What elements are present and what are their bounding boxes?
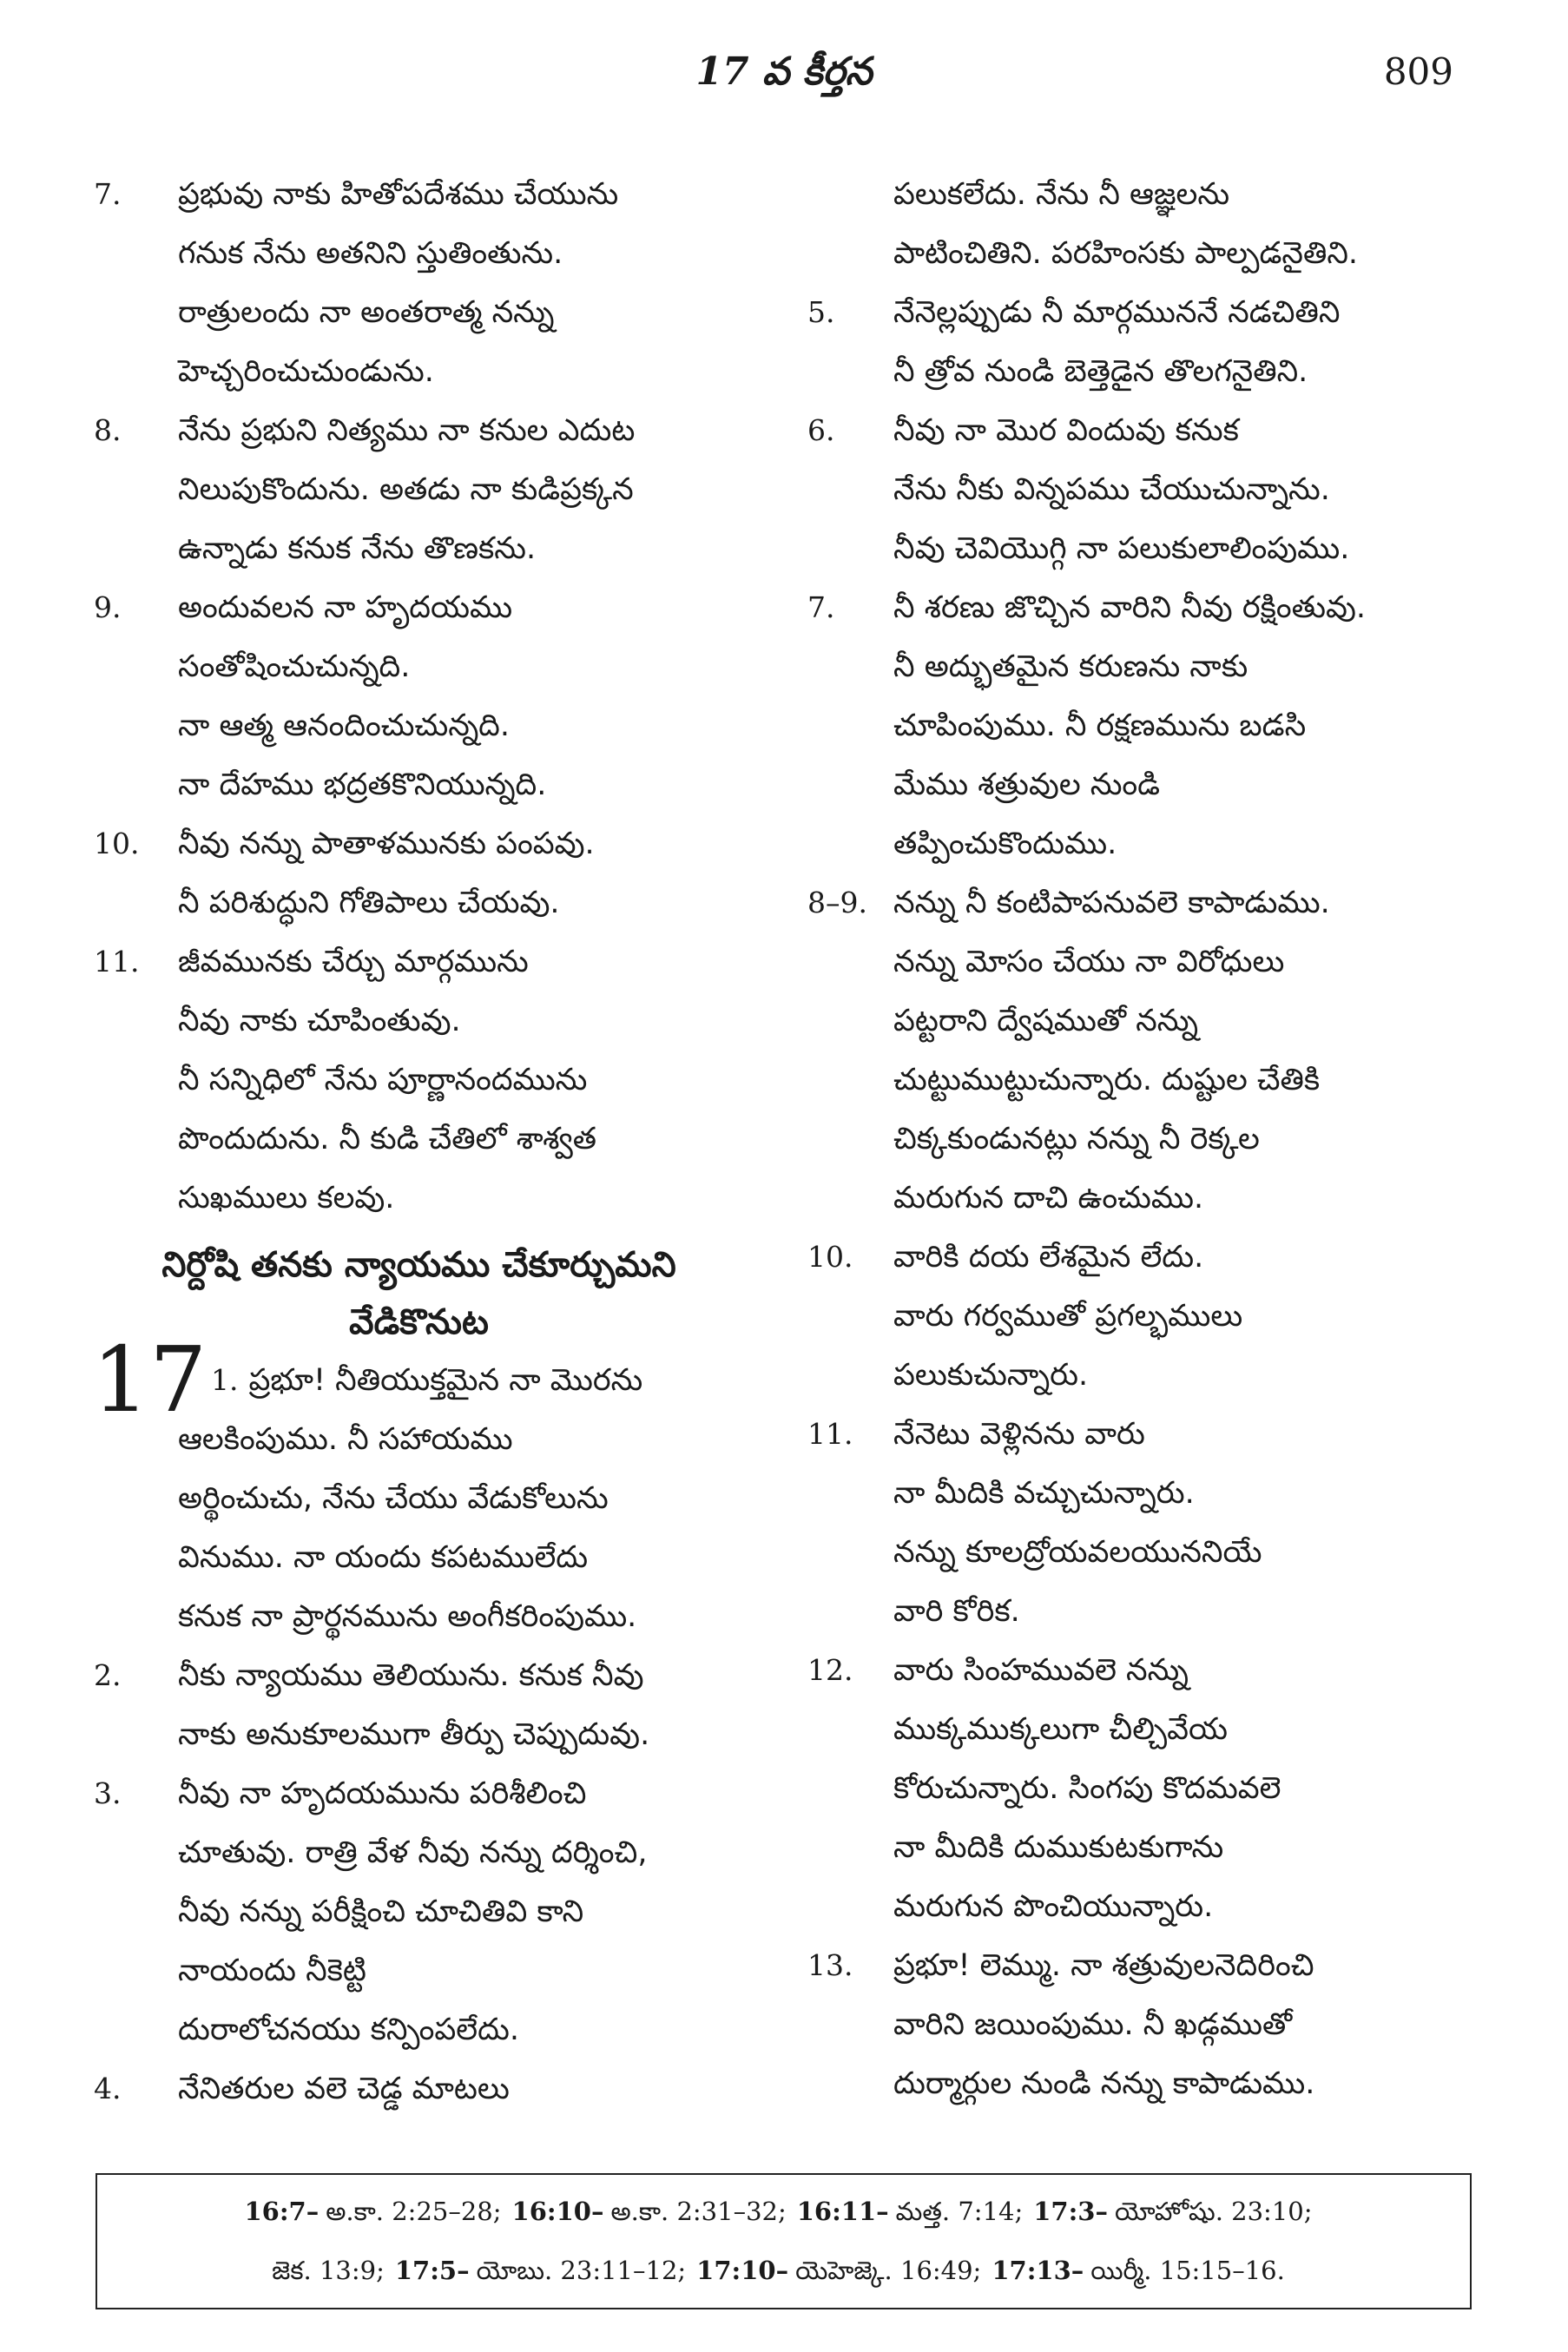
verse-text: ప్రభువు నాకు హితోపదేశము చేయును [178, 177, 619, 212]
verse-text: నిలుపుకొందును. అతడు నా కుడిప్రక్కన [178, 472, 634, 507]
verse-line [803, 814, 1472, 873]
running-head [0, 45, 1568, 99]
verse-line [803, 1700, 1472, 1759]
verse-text: ప్రభూ! నీతియుక్తమైన నా మొరను [248, 1363, 643, 1398]
verse-line [803, 992, 1472, 1051]
verse-line [87, 755, 751, 814]
verse-text: రాత్రులందు నా అంతరాత్మ నన్ను [178, 295, 555, 330]
verse [803, 165, 1472, 283]
verse [803, 578, 1472, 873]
verse-number: 6. [807, 413, 835, 447]
verse-line [87, 992, 751, 1051]
reference-key: 16:11– [796, 2197, 889, 2226]
verse [87, 1646, 751, 1764]
page-number: 809 [1383, 50, 1453, 93]
reference-target: అ.కా. 2:31–32; [610, 2197, 787, 2226]
verse-text: చూతువు. రాత్రి వేళ నీవు నన్ను దర్శించి, [178, 1835, 648, 1870]
verse-line [803, 696, 1472, 755]
verse-line [803, 224, 1472, 283]
verse-text: నన్ను మోసం చేయు నా విరోధులు [893, 945, 1285, 979]
verse-text: చూపింపుము. నీ రక్షణమును బడసి [893, 708, 1307, 743]
verse-line [87, 1882, 751, 1941]
verse [803, 873, 1472, 1228]
verse-line [803, 1169, 1472, 1228]
verse-text: జీవమునకు చేర్చు మార్గమును [178, 945, 529, 979]
verse-number: 7. [807, 590, 835, 624]
verse [87, 578, 751, 814]
verse [803, 1641, 1472, 1936]
verse-text: నీ పరిశుద్ధుని గోతిపాలు చేయవు. [178, 886, 560, 920]
verse-number: 5. [807, 295, 835, 329]
verse-line [87, 1410, 751, 1469]
reference-target: జెక. 13:9; [272, 2256, 385, 2285]
verse-text: వారి కోరిక. [893, 1594, 1020, 1629]
reference-target: మత్త. 7:14; [895, 2197, 1024, 2226]
verse-text: వారికి దయ లేశమైన లేదు. [893, 1240, 1204, 1275]
verse [803, 1405, 1472, 1641]
verse-text: కోరుచున్నారు. సింగపు కొదమవలె [893, 1771, 1281, 1806]
verse-text: చుట్టుముట్టుచున్నారు. దుష్టుల చేతికి [893, 1063, 1321, 1097]
verse-text: అర్థించుచు, నేను చేయు వేడుకోలును [178, 1481, 609, 1516]
verse-text: నీ శరణు జొచ్చిన వారిని నీవు రక్షింతువు. [893, 590, 1367, 625]
verse-text: నేనెటు వెళ్లినను వారు [893, 1417, 1145, 1452]
verse-text: నీవు నా హృదయమును పరిశీలించి [178, 1776, 587, 1811]
running-title: 17 వ కీర్తన [695, 49, 873, 94]
reference-key: 16:10– [511, 2197, 604, 2226]
verse-text: నాకు అనుకూలముగా తీర్పు చెప్పుదువు. [178, 1717, 650, 1752]
verse-line [87, 578, 751, 637]
verse-number: 11. [807, 1417, 853, 1451]
verse-number: 4. [94, 2072, 122, 2105]
verse-line [803, 460, 1472, 519]
verse-line [803, 1523, 1472, 1582]
verse-line [803, 1110, 1472, 1169]
verse [87, 401, 751, 578]
verse [803, 401, 1472, 578]
verse-line [87, 873, 751, 932]
reference-target: యోహోషు. 23:10; [1115, 2197, 1313, 2226]
left-column [87, 165, 751, 2153]
verse-line [803, 342, 1472, 401]
verse-line [87, 1764, 751, 1823]
verse [803, 283, 1472, 401]
verse-number: 2. [94, 1658, 122, 1692]
verse-text: ఉన్నాడు కనుక నేను తొణకను. [178, 531, 537, 566]
verse-line [803, 1228, 1472, 1287]
verse-line [87, 283, 751, 342]
verse-line [803, 401, 1472, 460]
verse [803, 1228, 1472, 1405]
reference-key: 16:7– [244, 2197, 320, 2226]
verse-number: 8. [94, 413, 122, 447]
verse-line [87, 224, 751, 283]
verse-line [803, 1405, 1472, 1464]
verse-line [803, 519, 1472, 578]
verse [87, 1764, 751, 2059]
verse-line [803, 283, 1472, 342]
verse-text: నీ అద్భుతమైన కరుణను నాకు [893, 649, 1248, 684]
verse-line [87, 2059, 751, 2118]
verse-line [87, 519, 751, 578]
verse-line [87, 1110, 751, 1169]
verse [87, 814, 751, 932]
verse-line [87, 1169, 751, 1228]
verse-text: నేనితరుల వలె చెడ్డ మాటలు [178, 2072, 510, 2106]
verse [87, 2059, 751, 2118]
verse-line [803, 165, 1472, 224]
cross-reference-line [97, 2182, 1470, 2241]
verse-number: 10. [94, 827, 140, 860]
verse-line [87, 1469, 751, 1528]
verse-line [803, 932, 1472, 992]
verse-text: నా దేహము భద్రతకొనియున్నది. [178, 768, 547, 802]
verse-line [87, 1587, 751, 1646]
verse-text: దుర్మార్గుల నుండి నన్ను కాపాడుము. [893, 2066, 1315, 2101]
cross-references [96, 2173, 1472, 2309]
verse-text: నీవు నాకు చూపింతువు. [178, 1004, 461, 1038]
verse-line [87, 696, 751, 755]
verse-text: నేను నీకు విన్నపము చేయుచున్నాను. [893, 472, 1330, 507]
verse-text: ప్రభూ! లెమ్ము. నా శత్రువులనెదిరించి [893, 1948, 1314, 1983]
verse-text: పాటించితిని. పరహింసకు పాల్పడనైతిని. [893, 236, 1359, 271]
verse-number: 1. [211, 1363, 239, 1397]
verse-line [87, 1705, 751, 1764]
psalm-16-verses [87, 165, 751, 1228]
verse-text: నీకు న్యాయము తెలియును. కనుక నీవు [178, 1658, 644, 1693]
reference-target: యెహెజ్కె. 16:49; [795, 2256, 982, 2285]
verse-text: నాయందు నీకెట్టి [178, 1953, 366, 1988]
verse-line [87, 1941, 751, 2000]
verse-number: 10. [807, 1240, 853, 1274]
verse-text: నన్ను కూలద్రోయవలయుననియే [893, 1535, 1262, 1570]
verse-line [803, 1051, 1472, 1110]
reference-key: 17:10– [696, 2256, 789, 2285]
right-column [803, 165, 1472, 2153]
verse-line [87, 1051, 751, 1110]
verse-line [803, 1818, 1472, 1877]
verse-line [87, 1646, 751, 1705]
verse-line [803, 578, 1472, 637]
cross-reference-line [97, 2241, 1470, 2300]
chapter-number-dropcap: 17 [92, 1327, 208, 1433]
section-heading-line: నిర్దోషి తనకు న్యాయము చేకూర్చుమని [161, 1245, 676, 1285]
verse [87, 932, 751, 1228]
verse-text: నేను ప్రభుని నిత్యము నా కనుల ఎదుట [178, 413, 636, 448]
verse-number: 9. [94, 590, 122, 624]
verse-text: సుఖములు కలవు. [178, 1181, 395, 1216]
verse [87, 165, 751, 401]
verse-number: 13. [807, 1948, 853, 1982]
verse-line [87, 342, 751, 401]
reference-key: 17:5– [394, 2256, 470, 2285]
verse-text: నీవు నన్ను పాతాళమునకు పంపవు. [178, 827, 595, 861]
verse-line [87, 637, 751, 696]
verse-text: గనుక నేను అతనిని స్తుతింతును. [178, 236, 563, 271]
verse-text: పొందుదును. నీ కుడి చేతిలో శాశ్వత [178, 1122, 596, 1156]
psalm-17-verses-continued [803, 165, 1472, 2113]
reference-target: యోబు. 23:11–12; [476, 2256, 687, 2285]
verse-line [87, 1823, 751, 1882]
reference-target: యిర్మీ. 15:15–16. [1090, 2256, 1285, 2285]
verse-text: సంతోషించుచున్నది. [178, 649, 411, 684]
verse-line [803, 1936, 1472, 1995]
verse-text: దురాలోచనయు కన్పింపలేదు. [178, 2013, 520, 2047]
verse-text: నా మీదికి వచ్చుచున్నారు. [893, 1476, 1195, 1511]
verse-text: మరుగున పొంచియున్నారు. [893, 1889, 1214, 1924]
verse-line [87, 460, 751, 519]
verse-text: వారు గర్వముతో ప్రగల్భములు [893, 1299, 1243, 1334]
verse-line [87, 1327, 751, 1433]
verse-text: నీ త్రోవ నుండి బెత్తెడైన తొలగనైతిని. [893, 354, 1308, 389]
verse [87, 1327, 751, 1646]
verse-text: వినుము. నా యందు కపటములేదు [178, 1540, 589, 1575]
verse-line [803, 1287, 1472, 1346]
verse-line [803, 1759, 1472, 1818]
verse-line [803, 1995, 1472, 2054]
verse-line [803, 637, 1472, 696]
verse-line [803, 1582, 1472, 1641]
verse-line [803, 755, 1472, 814]
verse-text: తప్పించుకొందుము. [893, 827, 1117, 861]
verse-number: 8–9. [807, 886, 867, 919]
reference-target: అ.కా. 2:25–28; [326, 2197, 502, 2226]
verse-number: 11. [94, 945, 140, 978]
verse-text: ముక్కముక్కలుగా చీల్చివేయ [893, 1712, 1228, 1747]
verse-line [803, 873, 1472, 932]
verse-text: హెచ్చరించుచుండును. [178, 354, 434, 389]
verse-text: నన్ను నీ కంటిపాపనువలె కాపాడుము. [893, 886, 1330, 920]
verse-line [87, 165, 751, 224]
verse-text: కనుక నా ప్రార్థనమును అంగీకరింపుము. [178, 1599, 637, 1634]
verse-line [803, 1346, 1472, 1405]
verse-text: వారిని జయింపుము. నీ ఖడ్గముతో [893, 2007, 1293, 2042]
verse-number: 7. [94, 177, 122, 211]
section-heading-line: వేడికొనుట [349, 1302, 489, 1342]
verse-line [803, 1641, 1472, 1700]
verse-text: నా ఆత్మ ఆనందించుచున్నది. [178, 708, 511, 743]
verse-text: పట్టరాని ద్వేషముతో నన్ను [893, 1004, 1199, 1038]
verse [803, 1936, 1472, 2113]
verse-line [87, 932, 751, 992]
verse-text: పలుకుచున్నారు. [893, 1358, 1089, 1393]
verse-line [87, 2000, 751, 2059]
verse-text: పలుకలేదు. నేను నీ ఆజ్ఞలను [893, 177, 1230, 212]
verse-number: 3. [94, 1776, 122, 1810]
verse-text: నా మీదికి దుముకుటకుగాను [893, 1830, 1224, 1865]
reference-key: 17:13– [992, 2256, 1084, 2285]
verse-text: నేనెల్లప్పుడు నీ మార్గముననే నడచితిని [893, 295, 1341, 330]
verse-text: నీవు చెవియొగ్గి నా పలుకులాలింపుము. [893, 531, 1350, 566]
verse-text: నీవు నన్ను పరీక్షించి చూచితివి కాని [178, 1894, 584, 1929]
reference-key: 17:3– [1033, 2197, 1108, 2226]
verse-text: మేము శత్రువుల నుండి [893, 768, 1161, 802]
verse-text: అందువలన నా హృదయము [178, 590, 513, 625]
verse-number: 12. [807, 1653, 853, 1687]
verse-text: చిక్కకుండునట్లు నన్ను నీ రెక్కల [893, 1122, 1260, 1156]
verse-line [87, 401, 751, 460]
verse-line [803, 2054, 1472, 2113]
verse-text: వారు సింహమువలె నన్ను [893, 1653, 1189, 1688]
verse-line [803, 1877, 1472, 1936]
verse-text: నీవు నా మొర విందువు కనుక [893, 413, 1239, 448]
psalm-17-verses [87, 1327, 751, 2118]
verse-text: మరుగున దాచి ఉంచుము. [893, 1181, 1204, 1216]
verse-text: ఆలకింపుము. నీ సహాయము [178, 1422, 513, 1457]
verse-line [87, 1528, 751, 1587]
verse-text: నీ సన్నిధిలో నేను పూర్ణానందమును [178, 1063, 588, 1097]
verse-line [87, 814, 751, 873]
verse-line [803, 1464, 1472, 1523]
